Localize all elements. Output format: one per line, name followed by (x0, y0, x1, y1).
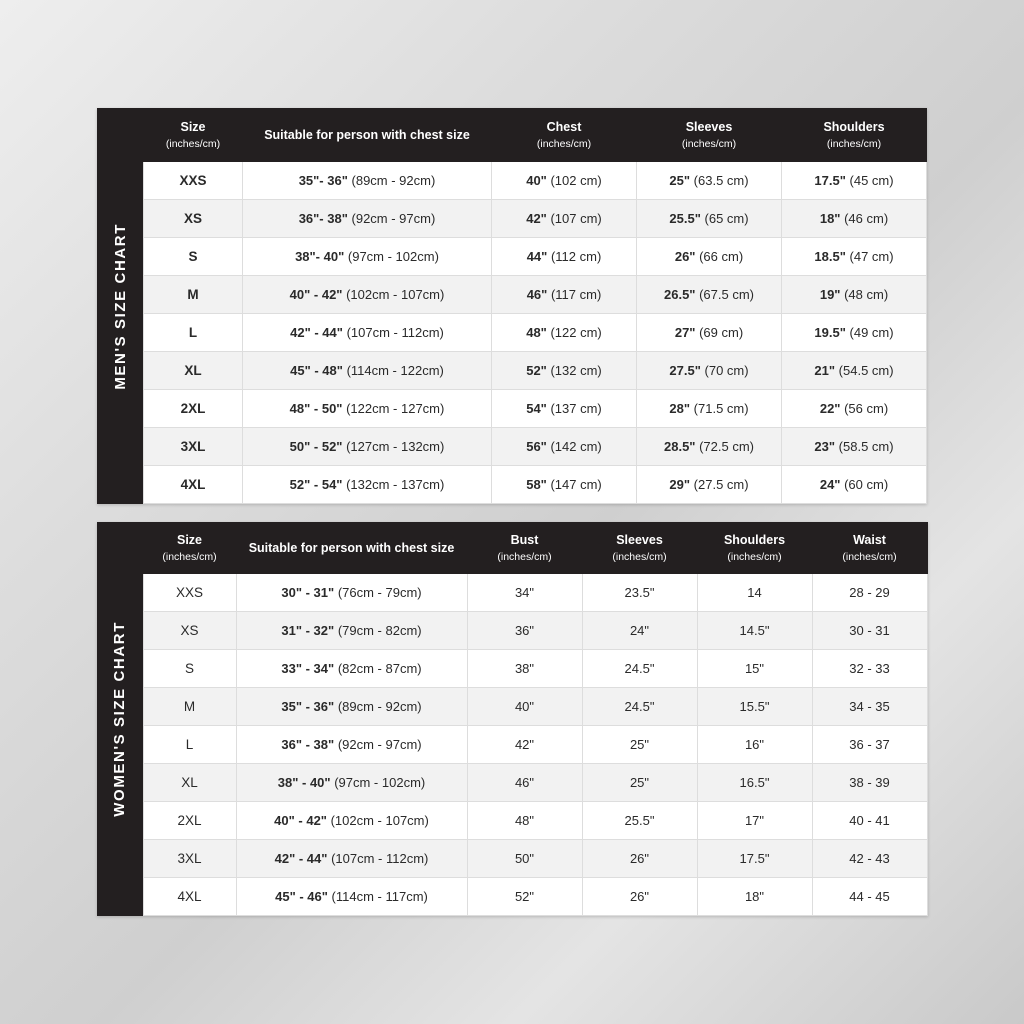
mens-header-row (144, 108, 927, 161)
waist-value: 28 - 29 (812, 574, 927, 612)
chest-range-value: 48" - 50" (122cm - 127cm) (243, 390, 492, 428)
size-value: 2XL (144, 390, 243, 428)
size-value: M (144, 276, 243, 314)
table-row (144, 390, 927, 428)
size-value: 3XL (143, 840, 236, 878)
mens-col-chest-label: Chest (546, 119, 582, 134)
chest-value: 42" (107 cm) (492, 200, 637, 238)
waist-value: 34 - 35 (812, 688, 927, 726)
shoulders-value: 16.5" (697, 764, 812, 802)
mens-col-shoulders (782, 108, 927, 161)
mens-size-table (143, 108, 927, 504)
shoulders-value: 21" (54.5 cm) (782, 352, 927, 390)
mens-col-size-label: Size (180, 119, 206, 134)
waist-value: 36 - 37 (812, 726, 927, 764)
shoulders-value: 23" (58.5 cm) (782, 428, 927, 466)
chest-range-value: 45" - 46" (114cm - 117cm) (236, 878, 467, 916)
size-value: XS (143, 612, 236, 650)
shoulders-value: 16" (697, 726, 812, 764)
mens-col-sleeves-unit: (inches/cm) (681, 137, 737, 150)
size-value: XXS (143, 574, 236, 612)
bust-value: 38" (467, 650, 582, 688)
sleeves-value: 28.5" (72.5 cm) (637, 428, 782, 466)
mens-col-shoulders-unit: (inches/cm) (826, 137, 882, 150)
chest-range-value: 52" - 54" (132cm - 137cm) (243, 466, 492, 504)
womens-col-waist (812, 523, 927, 574)
womens-col-shoulders-unit: (inches/cm) (727, 550, 782, 563)
mens-col-sleeves-label: Sleeves (685, 119, 733, 134)
table-row (144, 276, 927, 314)
chest-value: 40" (102 cm) (492, 162, 637, 200)
table-row (144, 428, 927, 466)
shoulders-value: 18.5" (47 cm) (782, 238, 927, 276)
table-row (143, 726, 927, 764)
womens-col-bust-label: Bust (510, 533, 539, 547)
table-row (144, 162, 927, 200)
sleeves-value: 28" (71.5 cm) (637, 390, 782, 428)
womens-col-suitable (236, 523, 467, 574)
size-value: L (144, 314, 243, 352)
size-value: S (144, 238, 243, 276)
shoulders-value: 17.5" (45 cm) (782, 162, 927, 200)
chest-range-value: 35" - 36" (89cm - 92cm) (236, 688, 467, 726)
shoulders-value: 17" (697, 802, 812, 840)
sleeves-value: 26" (66 cm) (637, 238, 782, 276)
womens-col-size (143, 523, 236, 574)
chest-range-value: 38" - 40" (97cm - 102cm) (236, 764, 467, 802)
womens-chart-side-label (97, 522, 143, 916)
table-row (143, 764, 927, 802)
sleeves-value: 26.5" (67.5 cm) (637, 276, 782, 314)
shoulders-value: 24" (60 cm) (782, 466, 927, 504)
table-row (144, 314, 927, 352)
chest-range-value: 50" - 52" (127cm - 132cm) (243, 428, 492, 466)
table-row (143, 878, 927, 916)
bust-value: 40" (467, 688, 582, 726)
sleeves-value: 25" (63.5 cm) (637, 162, 782, 200)
womens-table-body (143, 574, 927, 916)
chest-range-value: 36" - 38" (92cm - 97cm) (236, 726, 467, 764)
bust-value: 50" (467, 840, 582, 878)
size-value: S (143, 650, 236, 688)
table-row (144, 200, 927, 238)
womens-col-sleeves-unit: (inches/cm) (612, 550, 667, 563)
chest-value: 46" (117 cm) (492, 276, 637, 314)
shoulders-value: 15.5" (697, 688, 812, 726)
size-value: M (143, 688, 236, 726)
mens-col-sleeves (637, 108, 782, 161)
bust-value: 48" (467, 802, 582, 840)
table-row (143, 574, 927, 612)
chest-value: 44" (112 cm) (492, 238, 637, 276)
shoulders-value: 18" (46 cm) (782, 200, 927, 238)
chest-value: 52" (132 cm) (492, 352, 637, 390)
chest-value: 54" (137 cm) (492, 390, 637, 428)
mens-col-size (144, 108, 243, 161)
mens-chart-side-label-text: MEN'S SIZE CHART (111, 222, 129, 390)
mens-col-chest (492, 108, 637, 161)
womens-table-header (143, 523, 927, 574)
sleeves-value: 27.5" (70 cm) (637, 352, 782, 390)
womens-chart-side-label-text: WOMEN'S SIZE CHART (111, 621, 128, 817)
womens-col-size-unit: (inches/cm) (162, 550, 217, 563)
chest-value: 56" (142 cm) (492, 428, 637, 466)
chest-range-value: 33" - 34" (82cm - 87cm) (236, 650, 467, 688)
shoulders-value: 14 (697, 574, 812, 612)
sleeves-value: 27" (69 cm) (637, 314, 782, 352)
waist-value: 44 - 45 (812, 878, 927, 916)
shoulders-value: 22" (56 cm) (782, 390, 927, 428)
mens-table-header (144, 108, 927, 161)
chest-range-value: 35"- 36" (89cm - 92cm) (243, 162, 492, 200)
chest-value: 58" (147 cm) (492, 466, 637, 504)
table-row (144, 352, 927, 390)
sleeves-value: 26" (582, 840, 697, 878)
shoulders-value: 18" (697, 878, 812, 916)
chest-range-value: 40" - 42" (102cm - 107cm) (236, 802, 467, 840)
mens-col-chest-unit: (inches/cm) (536, 137, 592, 150)
womens-size-table (143, 522, 928, 916)
womens-col-shoulders (697, 523, 812, 574)
waist-value: 42 - 43 (812, 840, 927, 878)
table-row (143, 650, 927, 688)
womens-col-sleeves-label: Sleeves (616, 533, 663, 547)
table-row (143, 612, 927, 650)
mens-table-body (144, 162, 927, 504)
chest-range-value: 36"- 38" (92cm - 97cm) (243, 200, 492, 238)
chest-range-value: 42" - 44" (107cm - 112cm) (243, 314, 492, 352)
chest-range-value: 31" - 32" (79cm - 82cm) (236, 612, 467, 650)
sleeves-value: 25" (582, 764, 697, 802)
sleeves-value: 25.5" (582, 802, 697, 840)
size-value: XXS (144, 162, 243, 200)
sleeves-value: 23.5" (582, 574, 697, 612)
womens-col-waist-unit: (inches/cm) (842, 550, 897, 563)
size-value: XS (144, 200, 243, 238)
shoulders-value: 19.5" (49 cm) (782, 314, 927, 352)
womens-col-bust (467, 523, 582, 574)
size-value: 4XL (144, 466, 243, 504)
size-value: XL (144, 352, 243, 390)
shoulders-value: 14.5" (697, 612, 812, 650)
sleeves-value: 24.5" (582, 650, 697, 688)
bust-value: 46" (467, 764, 582, 802)
table-row (144, 466, 927, 504)
mens-col-shoulders-label: Shoulders (823, 119, 885, 134)
size-value: L (143, 726, 236, 764)
waist-value: 38 - 39 (812, 764, 927, 802)
womens-col-size-label: Size (176, 533, 202, 547)
size-value: 3XL (144, 428, 243, 466)
table-row (143, 802, 927, 840)
waist-value: 32 - 33 (812, 650, 927, 688)
chest-range-value: 40" - 42" (102cm - 107cm) (243, 276, 492, 314)
size-value: 4XL (143, 878, 236, 916)
womens-header-row (143, 523, 927, 574)
womens-col-suitable-label: Suitable for person with chest size (248, 540, 455, 555)
womens-col-bust-unit: (inches/cm) (497, 550, 552, 563)
waist-value: 30 - 31 (812, 612, 927, 650)
sleeves-value: 25.5" (65 cm) (637, 200, 782, 238)
chest-value: 48" (122 cm) (492, 314, 637, 352)
sleeves-value: 25" (582, 726, 697, 764)
bust-value: 52" (467, 878, 582, 916)
size-value: 2XL (143, 802, 236, 840)
table-row (143, 840, 927, 878)
shoulders-value: 15" (697, 650, 812, 688)
womens-size-chart-block (97, 522, 928, 916)
table-row (143, 688, 927, 726)
bust-value: 36" (467, 612, 582, 650)
bust-value: 34" (467, 574, 582, 612)
mens-chart-side-label (97, 108, 143, 504)
shoulders-value: 17.5" (697, 840, 812, 878)
sleeves-value: 29" (27.5 cm) (637, 466, 782, 504)
shoulders-value: 19" (48 cm) (782, 276, 927, 314)
womens-col-waist-label: Waist (853, 533, 886, 547)
sleeves-value: 24" (582, 612, 697, 650)
size-value: XL (143, 764, 236, 802)
chest-range-value: 42" - 44" (107cm - 112cm) (236, 840, 467, 878)
waist-value: 40 - 41 (812, 802, 927, 840)
mens-col-suitable (243, 108, 492, 161)
bust-value: 42" (467, 726, 582, 764)
chest-range-value: 30" - 31" (76cm - 79cm) (236, 574, 467, 612)
mens-size-chart-block (97, 108, 927, 504)
mens-col-size-unit: (inches/cm) (165, 137, 221, 150)
mens-col-suitable-label: Suitable for person with chest size (264, 127, 470, 142)
sleeves-value: 24.5" (582, 688, 697, 726)
table-row (144, 238, 927, 276)
sleeves-value: 26" (582, 878, 697, 916)
womens-col-shoulders-label: Shoulders (723, 533, 786, 547)
womens-col-sleeves (582, 523, 697, 574)
chest-range-value: 45" - 48" (114cm - 122cm) (243, 352, 492, 390)
chest-range-value: 38"- 40" (97cm - 102cm) (243, 238, 492, 276)
